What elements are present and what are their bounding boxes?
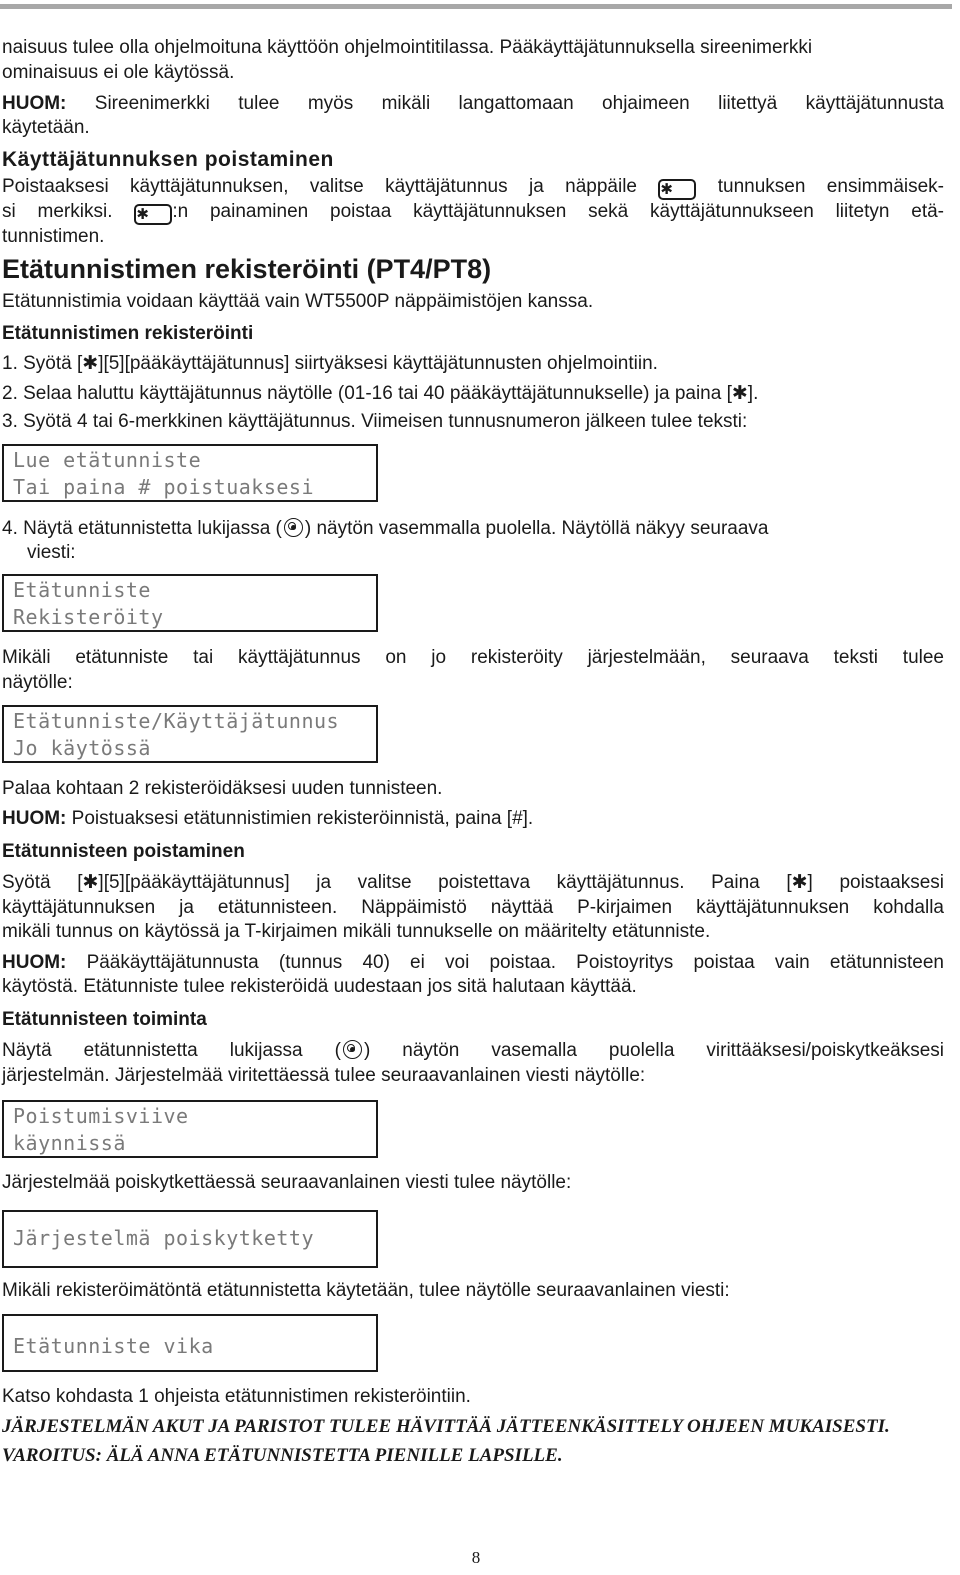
unregistered-text: Mikäli rekisteröimätöntä etätunnistetta käytetään, tulee näytölle seuraavanlainen viesti: [2,1280,730,1301]
lcd-display-exit-delay [2,1100,378,1158]
note-label: HUOM: [2,808,67,829]
fob-operation-line-2: järjestelmän. Järjestelmää viritettäessä tulee seuraavanlainen viesti näytölle: [2,1065,646,1086]
text-fragment: Näytä etätunnistetta lukijassa ( [2,1040,341,1061]
return-instruction: Palaa kohtaan 2 rekisteröidäksesi uuden tunnisteen. [2,778,443,799]
subheading-fob-registration: Etätunnistimen rekisteröinti [2,323,254,344]
note-text: Sireenimerkki tulee myös mikäli langattomaan ohjaimeen liitettyä käyttäjätunnusta [94,93,944,114]
lcd-line: Rekisteröity [13,605,164,629]
section-heading-fob-registration: Etätunnistimen rekisteröinti (PT4/PT8) [2,254,492,284]
fob-delete-line-1: Syötä [✱][5][pääkäyttäjätunnus] ja valitse poistettava käyttäjätunnus. Paina [✱] poistaaksesi [2,872,944,893]
children-warning: VAROITUS: ÄLÄ ANNA ETÄTUNNISTETTA PIENILLE LAPSILLE. [2,1445,563,1466]
fob-delete-line-3: mikäli tunnus on käytössä ja T-kirjaimen mikäli tunnukselle on määritelty etätunniste. [2,921,711,942]
text-fragment: 4. Näytä etätunnistetta lukijassa ( [2,518,282,539]
already-registered-line-2: näytölle: [2,672,73,693]
lcd-line: Poistumisviive [13,1104,189,1128]
see-instructions: Katso kohdasta 1 ohjeista etätunnistimen rekisteröintiin. [2,1386,471,1407]
user-delete-line-1 [2,175,944,200]
lcd-line: Lue etätunniste [13,448,202,472]
step-3: 3. Syötä 4 tai 6-merkkinen käyttäjätunnus. Viimeisen tunnusnumeron jälkeen tulee teksti: [2,411,748,432]
fob-delete-line-2: käyttäjätunnuksen ja etätunnisteen. Näppäimistö näyttää P-kirjaimen käyttäjätunnuksen kohdalla [2,897,944,918]
text-fragment: Poistaaksesi käyttäjätunnuksen, valitse käyttäjätunnus ja näppäile [2,176,637,197]
battery-disposal-warning: JÄRJESTELMÄN AKUT JA PARISTOT TULEE HÄVITTÄÄ JÄTTEENKÄSITTELY OHJEEN MUKAISESTI. [2,1416,890,1437]
intro-line-1: naisuus tulee olla ohjelmoituna käyttöön ohjelmointitilassa. Pääkäyttäjätunnuksella sireenimerkki [2,37,813,58]
exit-note [2,807,533,831]
page-number: 8 [471,1548,481,1567]
disarm-text: Järjestelmää poiskytkettäessä seuraavanlainen viesti tulee näytölle: [2,1172,572,1193]
subheading-fob-delete: Etätunnisteen poistaminen [2,841,245,862]
intro-note-line-2: käytetään. [2,117,90,138]
lcd-line: Etätunniste vika [13,1334,214,1358]
fob-reader-icon [343,1040,362,1059]
lcd-display-read-fob [2,444,378,502]
note-text: Pääkäyttäjätunnusta (tunnus 40) ei voi poistaa. Poistoyritys poistaa vain etätunnisteen [86,952,945,973]
section-heading-user-delete: Käyttäjätunnuksen poistaminen [2,148,334,171]
star-key-icon: ✱ [658,179,696,200]
lcd-line: käynnissä [13,1131,126,1155]
subheading-fob-operation: Etätunnisteen toiminta [2,1009,207,1030]
note-text: Poistuaksesi etätunnistimien rekisteröinnistä, paina [#]. [71,808,534,829]
top-rule [0,4,952,9]
text-fragment: si merkiksi. [2,201,113,222]
lcd-line: Jo käytössä [13,736,151,760]
step-4-line-1 [2,517,769,541]
lcd-display-already-in-use [2,705,378,763]
star-key-icon: ✱ [134,204,172,225]
lcd-line: Etätunniste [13,578,151,602]
intro-line-2: ominaisuus ei ole käytössä. [2,62,235,83]
lcd-display-registered [2,574,378,632]
already-registered-line-1: Mikäli etätunniste tai käyttäjätunnus on jo rekisteröity järjestelmään, seuraava teksti tulee [2,647,944,668]
step-4-line-2: viesti: [27,542,76,563]
fob-intro: Etätunnistimia voidaan käyttää vain WT5500P näppäimistöjen kanssa. [2,291,594,312]
user-delete-line-2 [2,200,944,225]
text-fragment: ) näytön vasemalla puolella virittääksesi/poiskytkeäksesi [363,1040,944,1061]
lcd-line: Etätunniste/Käyttäjätunnus [13,709,340,733]
user-delete-line-3: tunnistimen. [2,226,105,247]
text-fragment: :n painaminen poistaa käyttäjätunnuksen sekä käyttäjätunnukseen liitetyn etä- [172,201,944,222]
text-fragment: tunnuksen ensimmäisek- [717,176,944,197]
fob-delete-note-line-2: käytöstä. Etätunniste tulee rekisteröidä uudestaan jos sitä halutaan käyttää. [2,976,637,997]
note-label: HUOM: [2,952,67,973]
lcd-display-disarmed [2,1210,378,1268]
lcd-line: Järjestelmä poiskytketty [13,1226,314,1250]
step-1: 1. Syötä [✱][5][pääkäyttäjätunnus] siirtyäksesi käyttäjätunnusten ohjelmointiin. [2,353,658,374]
text-fragment: ) näytön vasemmalla puolella. Näytöllä näkyy seuraava [304,518,769,539]
note-label: HUOM: [2,93,67,114]
lcd-display-fob-fault [2,1314,378,1372]
fob-reader-icon [284,518,303,537]
fob-operation-line-1 [2,1039,944,1063]
step-2: 2. Selaa haluttu käyttäjätunnus näytölle (01-16 tai 40 pääkäyttäjätunnukselle) ja paina [✱]. [2,383,759,404]
intro-note-line-1 [2,92,944,116]
fob-delete-note-line-1 [2,951,944,975]
lcd-line: Tai paina # poistuaksesi [13,475,314,499]
